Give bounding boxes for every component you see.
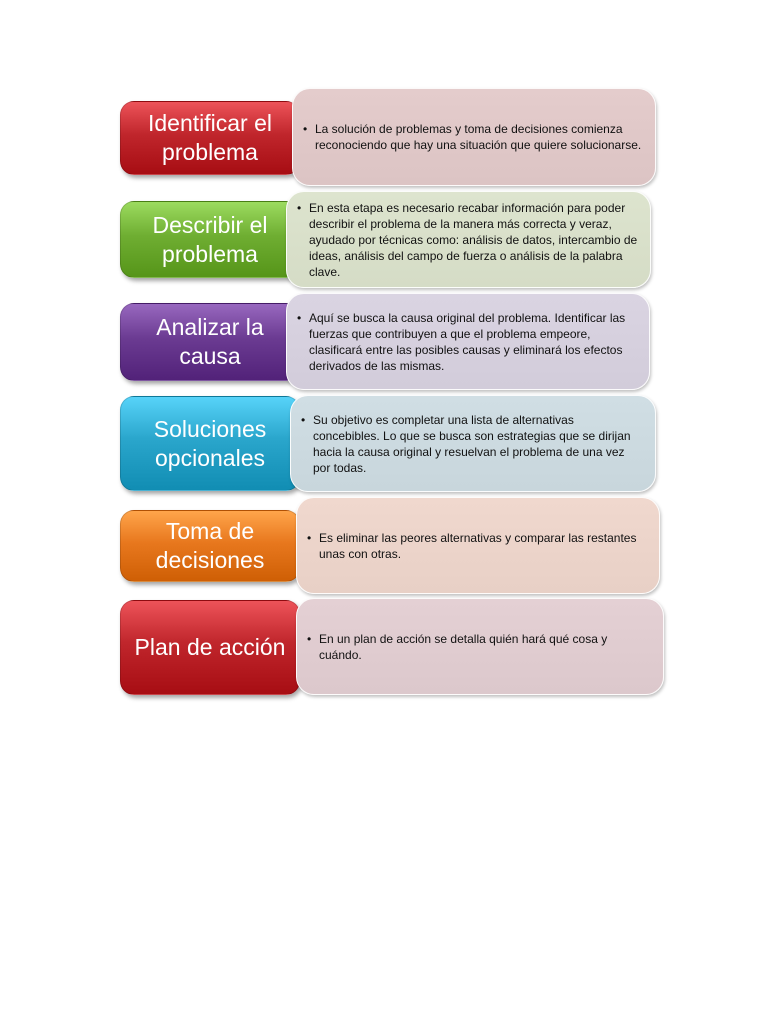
step-6-description: En un plan de acción se detalla quién hará qué cosa y cuándo.: [319, 631, 608, 662]
step-5-description-item: • Es eliminar las peores alternativas y comparar las restantes unas con otras.: [307, 530, 637, 561]
step-2-description: En esta etapa es necesario recabar información para poder describir el problema de la manera más correcta y veraz, ayudado por técnicas como: análisis de datos, intercambio de ideas, análisis del campo de fuerza o análisis de la palabra clave.: [309, 200, 638, 279]
step-3-description: Aquí se busca la causa original del problema. Identificar las fuerzas que contribuyen a que el problema empeore, clasificará entre las posibles causas y eliminará los efectos derivados de las mismas.: [309, 310, 626, 373]
step-4-box: [120, 396, 300, 491]
step-3-title: Analizar la causa: [156, 314, 264, 369]
step-2-description-card: [286, 191, 651, 288]
step-4-title: Soluciones opcionales: [153, 415, 267, 471]
step-5-description: Es eliminar las peores alternativas y comparar las restantes unas con otras.: [319, 530, 637, 561]
step-4-description: Su objetivo es completar una lista de alternativas concebibles. Lo que se busca son estrategias que se dirijan hacia la causa original y resuelvan el problema de una vez por todas.: [313, 412, 631, 475]
step-1-description-card: [292, 88, 656, 186]
step-5-title: Toma de decisiones: [155, 518, 265, 573]
step-1-description: La solución de problemas y toma de decisiones comienza reconociendo que hay una situación que quiere solucionarse.: [315, 122, 642, 152]
step-4-description-card: [290, 395, 656, 492]
step-2-description-item: • En esta etapa es necesario recabar información para poder describir el problema de la manera más correcta y veraz, ayudado por técnicas como: análisis de datos, intercambio de ideas, análisis del campo de fuerza o análisis de la palabra clave.: [297, 200, 638, 279]
step-3-box: [120, 303, 300, 381]
step-6-description-card: [296, 598, 664, 695]
step-1-title: Identificar el problema: [147, 110, 272, 165]
step-2-box: [120, 201, 300, 278]
step-1-box: [120, 101, 300, 175]
step-3-description-item: • Aquí se busca la causa original del problema. Identificar las fuerzas que contribuyen a que el problema empeore, clasificará entre las posibles causas y eliminará los efectos derivados de las mismas.: [297, 310, 626, 373]
step-6-title: Plan de acción: [134, 634, 286, 660]
step-6-box: [120, 600, 300, 695]
step-4-description-item: • Su objetivo es completar una lista de alternativas concebibles. Lo que se busca son estrategias que se dirijan hacia la causa original y resuelvan el problema de una vez por todas.: [301, 412, 631, 475]
step-3-description-card: [286, 293, 650, 390]
step-2-title: Describir el problema: [152, 211, 268, 267]
step-6-description-item: • En un plan de acción se detalla quién hará qué cosa y cuándo.: [307, 631, 608, 662]
step-5-description-card: [296, 497, 660, 594]
step-5-box: [120, 510, 300, 582]
step-1-description-item: • La solución de problemas y toma de decisiones comienza reconociendo que hay una situación que quiere solucionarse.: [303, 122, 642, 152]
